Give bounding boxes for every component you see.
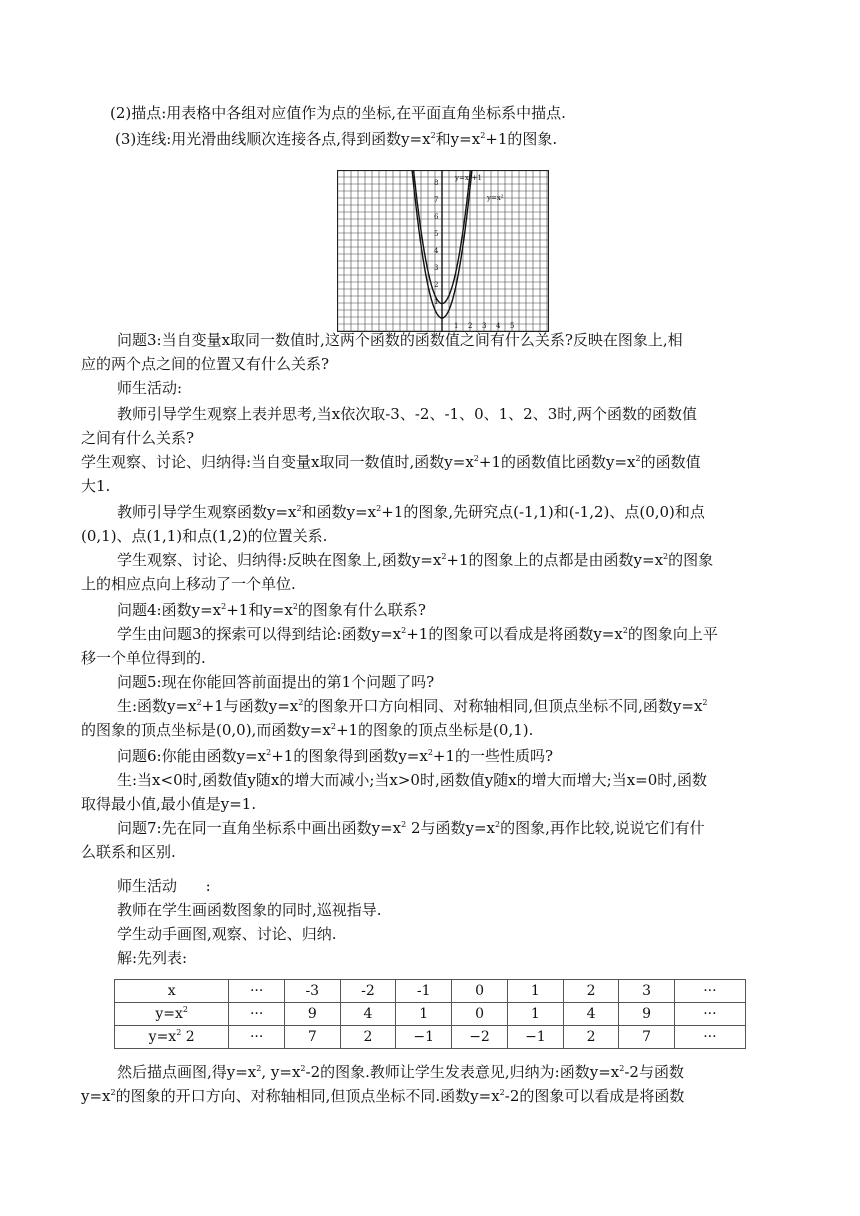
- table-cell: -2: [340, 980, 396, 1003]
- text-line-l25: 师生活动 :: [117, 877, 211, 895]
- table-cell: 9: [619, 1003, 674, 1026]
- text-line-l9: 大1.: [81, 477, 111, 495]
- table-cell: 3: [619, 980, 674, 1003]
- text-line-l10: 教师引导学生观察函数$y=x^2$和函数$y=x^2+1$的图象,先研究点(-1,1)和(-1,2)、点(0,0)和点: [117, 503, 705, 521]
- text-line-l14: 问题4:函数$y=x^2+1$和$y=x^2$的图象有什么联系?: [117, 601, 426, 619]
- text-line-l1: (2)描点:用表格中各组对应值作为点的坐标,在平面直角坐标系中描点.: [110, 104, 566, 122]
- text-line-l24: 么联系和区别.: [81, 843, 176, 861]
- y-tick-label: 3: [434, 264, 439, 272]
- text-line-l7: 之间有什么关系?: [81, 429, 195, 447]
- text-line-l23: 问题7:先在同一直角坐标系中画出函数$y=x^2$ 2与函数$y=x^2$的图象,再作比较,说说它们有什: [117, 819, 705, 837]
- text-line-l17: 问题5:现在你能回答前面提出的第1个问题了吗?: [117, 673, 435, 691]
- table-row: [115, 1003, 746, 1026]
- text-line-l26: 教师在学生画函数图象的同时,巡视指导.: [117, 901, 382, 919]
- text-line-l13: 上的相应点向上移动了一个单位.: [81, 575, 296, 593]
- x-tick-label: 5: [510, 322, 515, 330]
- table-cell: ···: [229, 1026, 285, 1049]
- text-line-l15: 学生由问题3的探索可以得到结论:函数$y=x^2+1$的图象可以看成是将函数$y=x^2$的图象向上平: [117, 625, 718, 643]
- table-row: [115, 980, 746, 1003]
- values-table: [114, 979, 746, 1049]
- table-cell: -1: [396, 980, 452, 1003]
- x-tick-label: 1: [454, 322, 459, 330]
- table-cell: 4: [563, 1003, 618, 1026]
- y-tick-label: 2: [434, 281, 439, 289]
- text-line-l5: 师生活动:: [117, 379, 183, 397]
- table-cell: ···: [229, 980, 285, 1003]
- text-line-l19: 的图象的顶点坐标是(0,0),而函数$y=x^2+1$的图象的顶点坐标是(0,1).: [81, 721, 534, 739]
- text-line-l20: 问题6:你能由函数$y=x^2+1$的图象得到函数$y=x^2+1$的一些性质吗?: [117, 747, 554, 765]
- table-row: [115, 1026, 746, 1049]
- row-header: $y=x^2$: [115, 1003, 229, 1026]
- parabola-graph: [337, 170, 549, 332]
- x-tick-label: 4: [496, 322, 501, 330]
- table-cell: ···: [674, 1003, 745, 1026]
- text-line-l8: 学生观察、讨论、归纳得:当自变量x取同一数值时,函数$y=x^2+1$的函数值比函数$y=x^2$的函数值: [81, 453, 701, 471]
- text-line-l27: 学生动手画图,观察、讨论、归纳.: [117, 925, 337, 943]
- table-cell: ···: [674, 1026, 745, 1049]
- table-cell: −1: [396, 1026, 452, 1049]
- x-tick-label: 3: [482, 322, 487, 330]
- text-line-l3: 问题3:当自变量x取同一数值时,这两个函数的函数值之间有什么关系?反映在图象上,相: [117, 331, 683, 349]
- text-line-l30: $y=x^2$的图象的开口方向、对称轴相同,但顶点坐标不同.函数$y=x^2-2$的图象可以看成是将函数: [81, 1087, 685, 1105]
- table-cell: −1: [507, 1026, 563, 1049]
- table-cell: 4: [340, 1003, 396, 1026]
- table-cell: ···: [674, 980, 745, 1003]
- table-cell: 2: [563, 1026, 618, 1049]
- y-tick-label: 1: [434, 298, 439, 306]
- table-cell: −2: [452, 1026, 508, 1049]
- text-line-l28: 解:先列表:: [117, 949, 188, 967]
- table-cell: -3: [284, 980, 340, 1003]
- table-cell: 2: [340, 1026, 396, 1049]
- text-line-l18: 生:函数$y=x^2+1$与函数$y=x^2$的图象开口方向相同、对称轴相同,但顶点坐标不同,函数$y=x^2$: [117, 697, 708, 715]
- text-line-l6: 教师引导学生观察上表并思考,当x依次取-3、-2、-1、0、1、2、3时,两个函数的函数值: [117, 405, 698, 423]
- row-header: $y=x^2$ 2: [115, 1026, 229, 1049]
- graph-grid: [337, 170, 549, 332]
- label-y-x2: y=x²: [487, 194, 504, 202]
- table-cell: 7: [284, 1026, 340, 1049]
- row-header: x: [115, 980, 229, 1003]
- text-line-l11: (0,1)、点(1,1)和点(1,2)的位置关系.: [81, 527, 328, 545]
- text-line-l4: 应的两个点之间的位置又有什么关系?: [81, 355, 330, 373]
- table-cell: 1: [507, 980, 563, 1003]
- graph-border: [338, 171, 549, 332]
- table-cell: 0: [452, 1003, 508, 1026]
- text-line-l29: 然后描点画图,得$y=x^2$, $y=x^2-2$的图象.教师让学生发表意见,归纳为:函数$y=x^2-2$与函数: [117, 1063, 684, 1081]
- y-tick-label: 6: [434, 213, 439, 221]
- y-tick-label: 8: [434, 179, 439, 187]
- y-tick-label: 7: [434, 196, 439, 204]
- y-tick-label: 5: [434, 230, 439, 238]
- text-line-l12: 学生观察、讨论、归纳得:反映在图象上,函数$y=x^2+1$的图象上的点都是由函数$y=x^2$的图象: [117, 551, 714, 569]
- table-cell: 2: [563, 980, 618, 1003]
- text-line-l21: 生:当x<0时,函数值y随x的增大而减小;当x>0时,函数值y随x的增大而增大;当x=0时,函数: [117, 771, 708, 789]
- table-cell: 1: [396, 1003, 452, 1026]
- text-line-l2: (3)连线:用光滑曲线顺次连接各点,得到函数$y=x^2$和$y=x^2+1$的图象.: [115, 130, 558, 148]
- text-line-l22: 取得最小值,最小值是y=1.: [81, 795, 257, 813]
- table-cell: 9: [284, 1003, 340, 1026]
- table-cell: 7: [619, 1026, 674, 1049]
- x-tick-label: 2: [468, 322, 473, 330]
- table-cell: 0: [452, 980, 508, 1003]
- label-y-x2-plus-1: y=x²+1: [455, 174, 482, 182]
- y-tick-label: 4: [434, 247, 439, 255]
- table-cell: 1: [507, 1003, 563, 1026]
- text-line-l16: 移一个单位得到的.: [81, 649, 206, 667]
- table-cell: ···: [229, 1003, 285, 1026]
- graph-ticks: [434, 174, 514, 330]
